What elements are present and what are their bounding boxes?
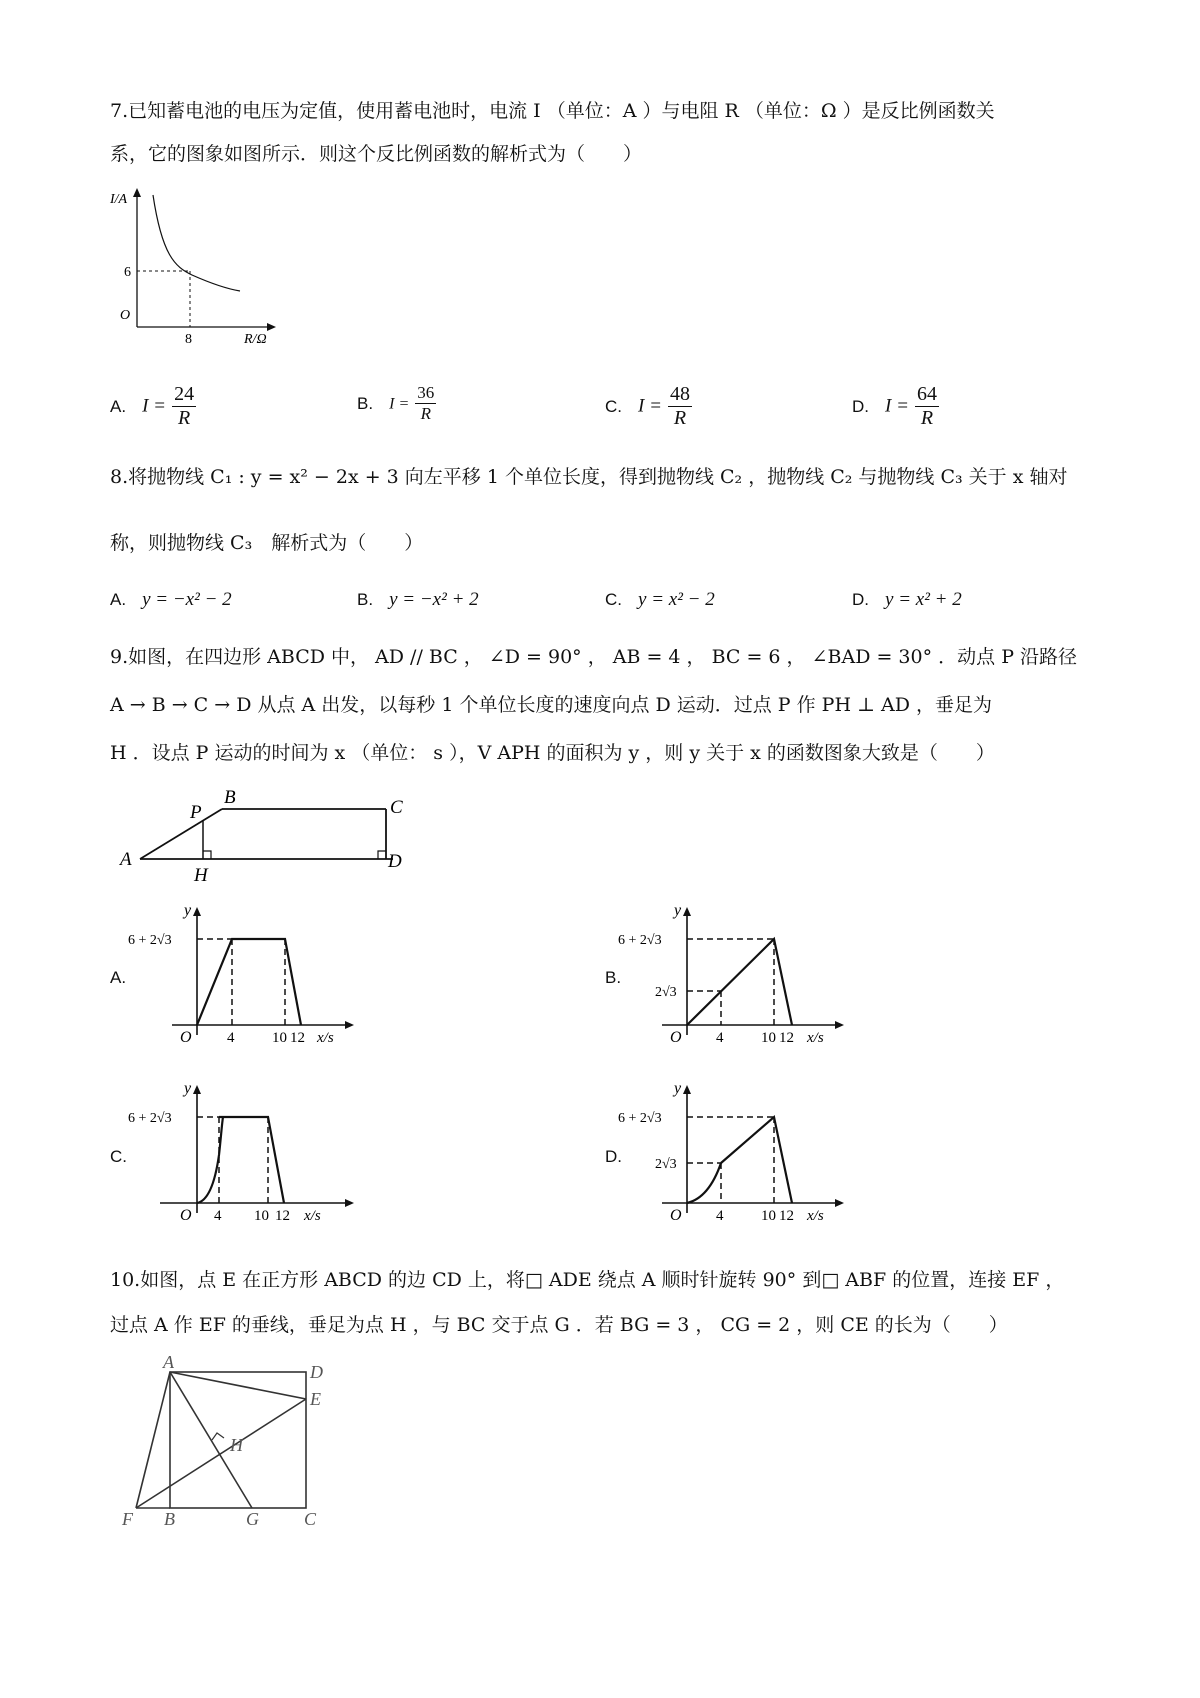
q8-text-line-2: 称，则抛物线 C₃ 解析式为（ ） bbox=[110, 532, 424, 554]
q7-text-line-2: 系，它的图象如图所示．则这个反比例函数的解析式为（ ） bbox=[110, 143, 643, 165]
q9-graph-d-tick-12: 12 bbox=[779, 1208, 794, 1224]
q8-option-d[interactable]: D. y = x² + 2 bbox=[852, 589, 962, 610]
q10-label-g: G bbox=[246, 1509, 259, 1529]
q9-graph-b-tick-4: 4 bbox=[716, 1030, 724, 1046]
q10-label-e: E bbox=[310, 1389, 321, 1409]
q9-graph-a-tick-10: 10 bbox=[272, 1030, 287, 1046]
q9-label-b: B bbox=[224, 787, 236, 808]
q9-graph-d-x-label: x/s bbox=[807, 1208, 824, 1224]
q7-origin-label: O bbox=[120, 308, 131, 323]
q9-graph-c-letter[interactable]: C. bbox=[110, 1147, 127, 1166]
q9-graph-a-tick-4: 4 bbox=[227, 1030, 235, 1046]
q9-graph-a-letter[interactable]: A. bbox=[110, 968, 127, 987]
q9-graph-b-y-top: 6 + 2√3 bbox=[618, 933, 662, 948]
q9-label-c: C bbox=[390, 797, 403, 818]
q9-graph-c-x-label: x/s bbox=[304, 1208, 321, 1224]
q9-graph-d-tick-4: 4 bbox=[716, 1208, 724, 1224]
q7-option-a[interactable]: A. I = $\frac{24}{R}$ bbox=[110, 383, 195, 429]
q9-graph-c-tick-12: 12 bbox=[275, 1208, 290, 1224]
q9-graph-a-y-top: 6 + 2√3 bbox=[128, 933, 172, 948]
q7-text-line-1: 7.已知蓄电池的电压为定值，使用蓄电池时，电流 I （单位：A ）与电阻 R （单位：Ω ）是反比例函数关 bbox=[110, 100, 995, 122]
q9-label-a: A bbox=[120, 849, 132, 870]
q7-y-axis-label: I/A bbox=[110, 192, 128, 207]
q9-graph-d-origin: O bbox=[670, 1207, 682, 1224]
q7-option-d[interactable]: D. I = $\frac{64}{R}$ bbox=[852, 383, 937, 429]
q9-graph-a-origin: O bbox=[180, 1029, 192, 1046]
q9-graph-c-y-label: y bbox=[184, 1080, 192, 1097]
q9-graph-d-letter[interactable]: D. bbox=[605, 1147, 622, 1166]
q7-inverse-graph bbox=[110, 185, 300, 345]
q9-graph-b-tick-10: 10 bbox=[761, 1030, 776, 1046]
q9-graph-d-y-label: y bbox=[674, 1080, 682, 1097]
q7-x-tick: 8 bbox=[185, 332, 192, 347]
q7-x-axis-label: R/Ω bbox=[244, 332, 267, 347]
q9-graph-a-x-label: x/s bbox=[317, 1030, 334, 1046]
q10-text-line-2: 过点 A 作 EF 的垂线，垂足为点 H ，与 BC 交于点 G ．若 BG = 3 ， CG = 2 ，则 CE 的长为（ ） bbox=[110, 1314, 1008, 1336]
q9-graph-b-tick-12: 12 bbox=[779, 1030, 794, 1046]
q9-text-line-3: H ．设点 P 运动的时间为 x （单位： s ），V APH 的面积为 y ，则 y 关于 x 的函数图象大致是（ ） bbox=[110, 742, 995, 764]
q10-label-d: D bbox=[310, 1362, 323, 1382]
q9-graph-d-y-mid: 2√3 bbox=[655, 1157, 677, 1172]
q7-option-b[interactable]: B. I = $\frac{36}{R}$ bbox=[357, 383, 435, 423]
q9-label-p: P bbox=[190, 802, 202, 823]
q9-graph-c-origin: O bbox=[180, 1207, 192, 1224]
q9-label-d: D bbox=[388, 851, 402, 872]
q9-graph-c[interactable] bbox=[120, 1080, 360, 1224]
q9-graph-a-tick-12: 12 bbox=[290, 1030, 305, 1046]
q10-square-figure bbox=[112, 1352, 332, 1527]
q9-graph-b-y-label: y bbox=[674, 902, 682, 919]
q9-graph-a[interactable] bbox=[120, 902, 360, 1046]
q9-graph-b-x-label: x/s bbox=[807, 1030, 824, 1046]
q10-label-f: F bbox=[122, 1509, 133, 1529]
q10-label-h: H bbox=[230, 1435, 243, 1455]
q7-y-tick: 6 bbox=[124, 265, 131, 280]
q9-graph-b-y-mid: 2√3 bbox=[655, 985, 677, 1000]
q9-graph-c-tick-10: 10 bbox=[254, 1208, 269, 1224]
q9-graph-d[interactable] bbox=[610, 1080, 850, 1224]
q9-graph-b-origin: O bbox=[670, 1029, 682, 1046]
q10-label-a: A bbox=[163, 1352, 174, 1372]
q9-graph-b[interactable] bbox=[610, 902, 850, 1046]
q10-text-line-1: 10.如图，点 E 在正方形 ABCD 的边 CD 上，将□ ADE 绕点 A 顺时针旋转 90° 到□ ABF 的位置，连接 EF ， bbox=[110, 1269, 1065, 1291]
q9-graph-c-y-top: 6 + 2√3 bbox=[128, 1111, 172, 1126]
q7-option-c[interactable]: C. I = $\frac{48}{R}$ bbox=[605, 383, 690, 429]
q9-graph-c-tick-4: 4 bbox=[214, 1208, 222, 1224]
q8-option-b[interactable]: B. y = −x² + 2 bbox=[357, 589, 479, 610]
q9-quadrilateral-figure bbox=[118, 785, 418, 885]
q9-text-line-1: 9.如图，在四边形 ABCD 中， AD // BC ， ∠D = 90° ， AB = 4 ， BC = 6 ， ∠BAD = 30° ．动点 P 沿路径 bbox=[110, 646, 1078, 668]
q10-label-c: C bbox=[304, 1509, 317, 1529]
q9-graph-b-letter[interactable]: B. bbox=[605, 968, 622, 987]
q8-option-a[interactable]: A. y = −x² − 2 bbox=[110, 589, 232, 610]
q9-graph-a-y-label: y bbox=[184, 902, 192, 919]
q9-graph-d-y-top: 6 + 2√3 bbox=[618, 1111, 662, 1126]
q9-label-h: H bbox=[194, 865, 208, 886]
q9-text-line-2: A → B → C → D 从点 A 出发，以每秒 1 个单位长度的速度向点 D 运动．过点 P 作 PH ⊥ AD ，垂足为 bbox=[110, 694, 992, 716]
q9-graph-d-tick-10: 10 bbox=[761, 1208, 776, 1224]
q10-label-b: B bbox=[164, 1509, 175, 1529]
q8-text-line-1: 8.将抛物线 C₁ : y = x² − 2x + 3 向左平移 1 个单位长度，得到抛物线 C₂ ，抛物线 C₂ 与抛物线 C₃ 关于 x 轴对 bbox=[110, 466, 1068, 488]
q8-option-c[interactable]: C. y = x² − 2 bbox=[605, 589, 715, 610]
